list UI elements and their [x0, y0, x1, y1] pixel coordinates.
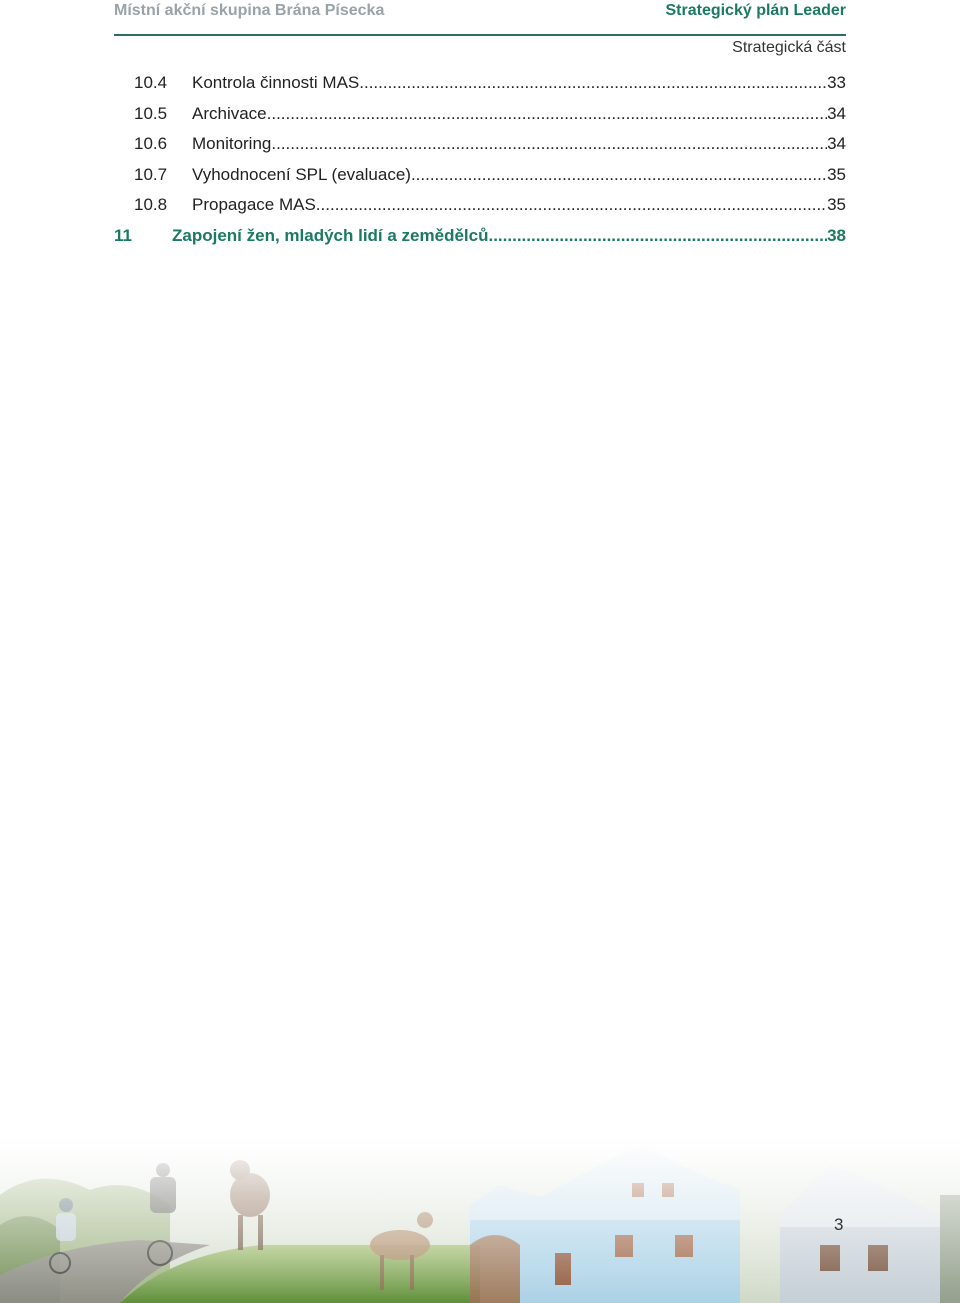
- toc-entry-title: Propagace MAS: [192, 195, 316, 214]
- toc-entry-page: 34: [827, 134, 846, 153]
- toc-entry-title: Monitoring: [192, 134, 272, 153]
- toc-leader-dots: [411, 165, 827, 185]
- toc-entry-page: 38: [827, 225, 846, 245]
- toc-leader-dots: [271, 134, 827, 154]
- toc-entry-page: 35: [827, 164, 846, 184]
- toc-entry[interactable]: [114, 165, 846, 196]
- toc-leader-dots: [267, 104, 827, 124]
- toc-entry[interactable]: [114, 104, 846, 135]
- toc-entry-title: Kontrola činnosti MAS: [192, 73, 360, 92]
- toc-entry[interactable]: [114, 195, 846, 226]
- toc-entry-number: 10.8: [134, 195, 168, 214]
- toc-leader-dots: [359, 73, 827, 93]
- toc-entry-number: 11: [114, 225, 132, 245]
- header-organization: Místní akční skupina Brána Písecka: [114, 2, 385, 19]
- toc-entry-number: 10.6: [134, 134, 168, 153]
- toc-entry[interactable]: [114, 134, 846, 165]
- footer-landscape-image: [0, 1135, 960, 1303]
- toc-entry-title: Zapojení žen, mladých lidí a zemědělců: [172, 225, 489, 245]
- toc-chapter-entry[interactable]: [114, 226, 846, 257]
- toc-entry-title: Archivace: [192, 103, 267, 123]
- toc-entry-number: 10.7: [134, 164, 168, 184]
- toc-leader-dots: [316, 195, 827, 215]
- page-header: [114, 0, 846, 36]
- toc-entry-page: 33: [827, 73, 846, 92]
- toc-entry[interactable]: [114, 73, 846, 104]
- table-of-contents: [114, 73, 846, 256]
- toc-leader-dots: [488, 226, 827, 246]
- page-number: 3: [834, 1215, 844, 1234]
- toc-entry-page: 34: [827, 103, 846, 123]
- toc-entry-number: 10.5: [134, 103, 168, 123]
- header-document-title: Strategický plán Leader: [665, 2, 846, 19]
- section-label: Strategická část: [732, 39, 846, 56]
- toc-entry-number: 10.4: [134, 73, 168, 92]
- toc-entry-title: Vyhodnocení SPL (evaluace): [192, 164, 411, 184]
- toc-entry-page: 35: [827, 195, 846, 214]
